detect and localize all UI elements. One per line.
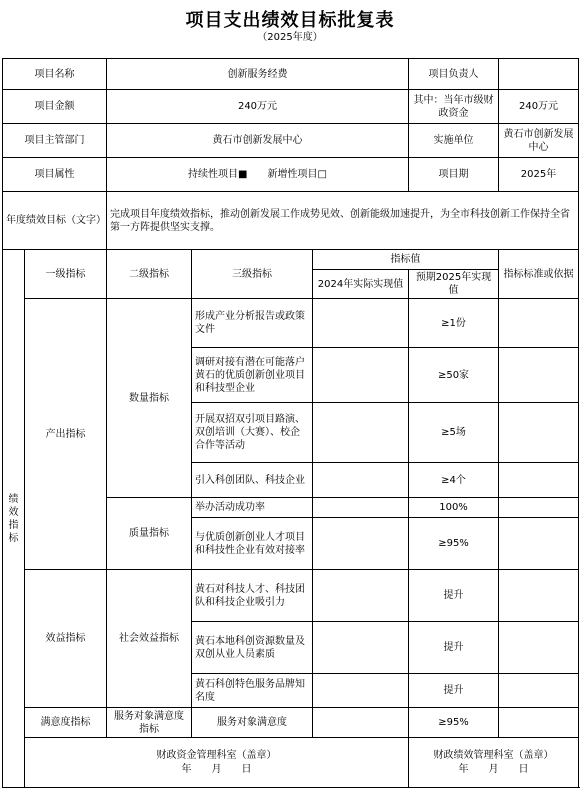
indicator-basis xyxy=(499,403,579,463)
header-basis: 指标标准或依据 xyxy=(499,250,579,299)
indicator-basis xyxy=(499,570,579,622)
indicator-name: 引入科创团队、科技企业 xyxy=(192,463,313,498)
indicator-expected: ≥1份 xyxy=(409,299,499,348)
period-label: 项目期 xyxy=(409,158,499,192)
level2-social-benefit: 社会效益指标 xyxy=(107,570,192,708)
indicator-name: 黄石本地科创资源数量及双创从业人员素质 xyxy=(192,622,313,674)
dept-label: 项目主管部门 xyxy=(3,124,107,158)
indicator-actual xyxy=(313,622,409,674)
project-owner-value xyxy=(499,59,579,90)
header-indicator-value: 指标值 xyxy=(313,250,499,270)
indicator-expected: 提升 xyxy=(409,674,499,708)
level2-service-satisfaction: 服务对象满意度指标 xyxy=(107,708,192,738)
indicator-expected: ≥95% xyxy=(409,708,499,738)
indicator-actual xyxy=(313,708,409,738)
indicator-actual xyxy=(313,403,409,463)
impl-unit-value: 黄石市创新发展中心 xyxy=(499,124,579,158)
indicator-basis xyxy=(499,708,579,738)
annual-goal-text: 完成项目年度绩效指标，推动创新发展工作成势见效、创新能级加速提升，为全市科技创新工作保持全省第一方阵提供坚实支撑。 xyxy=(107,192,579,250)
indicator-name: 黄石科创特色服务品牌知名度 xyxy=(192,674,313,708)
finance-fund-office-signature xyxy=(25,738,409,788)
indicator-actual xyxy=(313,498,409,518)
page-subtitle: （2025年度） xyxy=(257,32,323,43)
indicator-name: 形成产业分析报告或政策文件 xyxy=(192,299,313,348)
indicator-expected: ≥4个 xyxy=(409,463,499,498)
header-actual-2024: 2024年实际实现值 xyxy=(313,270,409,299)
indicator-name: 举办活动成功率 xyxy=(192,498,313,518)
indicator-actual xyxy=(313,463,409,498)
project-amount-label: 项目金额 xyxy=(3,90,107,124)
project-amount-value: 240万元 xyxy=(107,90,409,124)
indicator-name: 与优质创新创业人才项目和科技性企业有效对接率 xyxy=(192,518,313,570)
indicator-actual xyxy=(313,570,409,622)
indicator-name: 开展双招双引项目路演、双创培训（大赛）、校企合作等活动 xyxy=(192,403,313,463)
annual-goal-label: 年度绩效目标（文字） xyxy=(3,192,107,250)
header-expected-2025: 预期2025年实现值 xyxy=(409,270,499,299)
indicator-actual xyxy=(313,674,409,708)
project-name-label: 项目名称 xyxy=(3,59,107,90)
indicator-expected: ≥50家 xyxy=(409,348,499,403)
indicator-basis xyxy=(499,498,579,518)
indicator-expected: 提升 xyxy=(409,622,499,674)
indicator-basis xyxy=(499,622,579,674)
performance-office-label: 财政绩效管理科室（盖章） xyxy=(433,749,554,761)
level2-quantity: 数量指标 xyxy=(107,299,192,498)
header-level2: 二级指标 xyxy=(107,250,192,299)
level2-quality: 质量指标 xyxy=(107,498,192,570)
indicator-name: 调研对接有潜在可能落户黄石的优质创新创业项目和科技型企业 xyxy=(192,348,313,403)
performance-office-date: 年 月 日 xyxy=(458,763,529,775)
period-value: 2025年 xyxy=(499,158,579,192)
city-fund-label: 其中：当年市级财政资金 xyxy=(409,90,499,124)
attribute-value: 持续性项目■ 新增性项目□ xyxy=(107,158,409,192)
indicator-expected: ≥5场 xyxy=(409,403,499,463)
perf-side-label: 绩效指标 xyxy=(3,250,25,788)
dept-value: 黄石市创新发展中心 xyxy=(107,124,409,158)
level1-benefit: 效益指标 xyxy=(25,570,107,708)
indicator-basis xyxy=(499,463,579,498)
header-level3: 三级指标 xyxy=(192,250,313,299)
performance-office-signature xyxy=(409,738,579,788)
approval-table xyxy=(2,58,579,788)
header-level1: 一级指标 xyxy=(25,250,107,299)
indicator-expected: 100% xyxy=(409,498,499,518)
page-title: 项目支出绩效目标批复表 xyxy=(185,10,395,31)
city-fund-value: 240万元 xyxy=(499,90,579,124)
indicator-basis xyxy=(499,518,579,570)
attribute-label: 项目属性 xyxy=(3,158,107,192)
project-owner-label: 项目负责人 xyxy=(409,59,499,90)
indicator-basis xyxy=(499,674,579,708)
project-name-value: 创新服务经费 xyxy=(107,59,409,90)
indicator-name: 黄石对科技人才、科技团队和科技企业吸引力 xyxy=(192,570,313,622)
level1-output: 产出指标 xyxy=(25,299,107,570)
indicator-expected: 提升 xyxy=(409,570,499,622)
impl-unit-label: 实施单位 xyxy=(409,124,499,158)
indicator-name: 服务对象满意度 xyxy=(192,708,313,738)
indicator-actual xyxy=(313,348,409,403)
finance-fund-office-date: 年 月 日 xyxy=(181,763,252,775)
indicator-actual xyxy=(313,518,409,570)
finance-fund-office-label: 财政资金管理科室（盖章） xyxy=(156,749,277,761)
indicator-actual xyxy=(313,299,409,348)
indicator-expected: ≥95% xyxy=(409,518,499,570)
indicator-basis xyxy=(499,348,579,403)
indicator-basis xyxy=(499,299,579,348)
level1-satisfaction: 满意度指标 xyxy=(25,708,107,738)
